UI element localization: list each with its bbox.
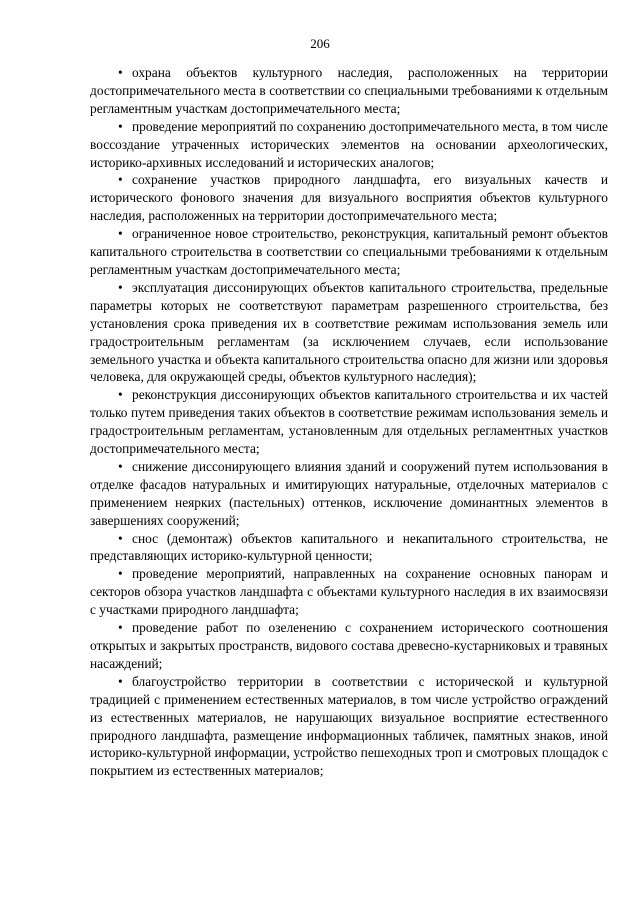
list-item <box>90 673 608 780</box>
list-item <box>90 225 608 279</box>
bullet-icon: • <box>118 118 123 134</box>
list-item <box>90 171 608 225</box>
list-item-text: охрана объектов культурного наследия, расположенных на территории достопримечательного места в соответствии со специальными требованиями к отдельным регламентным участкам достопримечательного места; <box>90 65 608 116</box>
list-item-text: сохранение участков природного ландшафта, его визуальных качеств и исторического фонового значения для визуального восприятия объектов культурного наследия, расположенных на территории достопримечательного места; <box>90 172 608 224</box>
list-item <box>90 64 608 118</box>
bullet-icon: • <box>118 566 123 582</box>
bullet-icon: • <box>118 458 123 474</box>
list-item <box>90 279 608 386</box>
bullet-icon: • <box>118 530 123 546</box>
bullet-icon: • <box>118 387 123 403</box>
list-item-text: ограниченное новое строительство, реконструкция, капитальный ремонт объектов капитального строительства в соответствии со специальными требованиями к отдельным регламентным участкам достопримечательного места; <box>90 226 608 277</box>
list-item-text: проведение мероприятий по сохранению достопримечательного места, в том числе воссоздание утраченных исторических элементов на основании археологических, историко-архивных исследований и исторических аналогов; <box>90 118 608 170</box>
list-item <box>90 565 608 619</box>
list-item-text: благоустройство территории в соответствии с исторической и культурной традицией с применением естественных материалов, в том числе устройство ограждений из естественных материалов, не нарушающих визуальное восприятие естественного природного ландшафта, размещение информационных табличек, памятных знаков, иной историко-культурной информации, устройство пешеходных троп и смотровых площадок с покрытием из естественных материалов; <box>90 673 608 779</box>
list-item-text: проведение работ по озеленению с сохранением исторического соотношения открытых и закрытых пространств, видового состава древесно-кустарниковых и травяных насаждений; <box>90 620 608 671</box>
list-item <box>90 386 608 458</box>
bullet-icon: • <box>118 172 123 188</box>
list-item <box>90 118 608 172</box>
bullet-icon: • <box>118 279 123 295</box>
list-item <box>90 458 608 530</box>
list-item <box>90 619 608 673</box>
page-number: 206 <box>310 36 330 51</box>
bullet-icon: • <box>118 65 123 80</box>
bullet-icon: • <box>118 226 123 242</box>
list-item-text: реконструкция диссонирующих объектов капитального строительства и их частей только путем приведения таких объектов в соответствие режимам использования земель и градостроительным регламентам, установленным для отдельных регламентных участков достопримечательного места; <box>90 387 608 457</box>
bullet-list <box>90 64 608 780</box>
list-item <box>90 530 608 566</box>
list-item-text: снижение диссонирующего влияния зданий и сооружений путем использования в отделке фасадов натуральных и имитирующих натуральные, отделочных материалов с применением неярких (пастельных) оттенков, исключение доминантных элементов в завершениях сооружений; <box>90 458 608 528</box>
list-item-text: снос (демонтаж) объектов капитального и некапитального строительства, не представляющих историко-культурной ценности; <box>90 530 608 564</box>
bullet-icon: • <box>118 620 123 636</box>
list-item-text: проведение мероприятий, направленных на сохранение основных панорам и секторов обзора участков ландшафта с объектами культурного наследия в их взаимосвязи с участками природного ландшафта; <box>90 566 608 618</box>
list-item-text: эксплуатация диссонирующих объектов капитального строительства, предельные параметры которых не соответствуют параметрам разрешенного строительства, без установления срока приведения их в соответствие режимам использования земель или градостроительным регламентам (за исключением случаев, если использование земельного участка и объекта капитального строительства опасно для жизни или здоровья человека, для окружающей среды, объектов культурного наследия); <box>90 279 608 385</box>
bullet-icon: • <box>118 673 123 689</box>
